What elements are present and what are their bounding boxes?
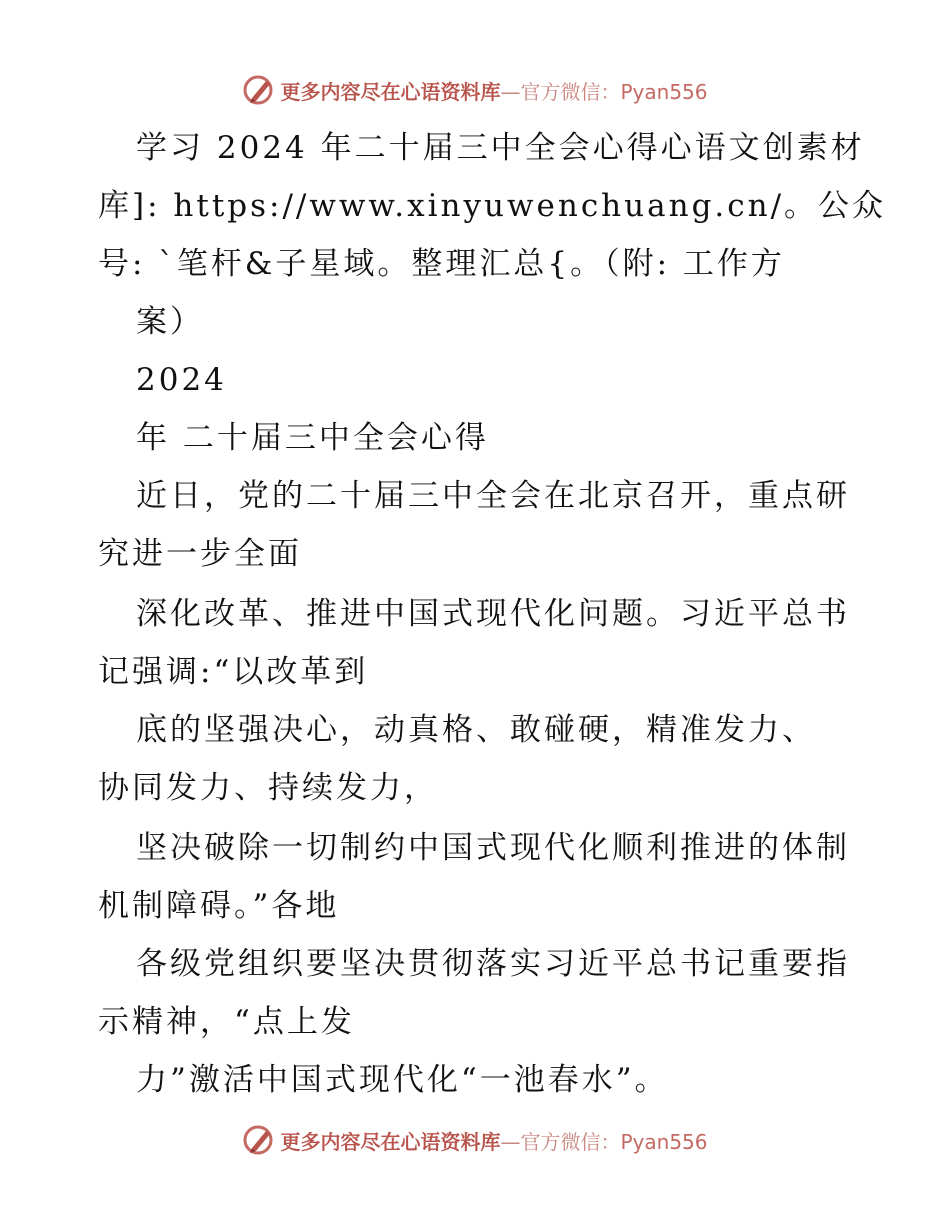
- pen-logo-icon: [242, 1123, 276, 1157]
- footer-banner-main: 更多内容尽在心语资料库: [280, 1129, 501, 1154]
- text-line: 2024: [136, 362, 227, 398]
- text-line: 力”激活中国式现代化“一池春水”。: [136, 1062, 669, 1098]
- text-line: 记强调:“以改革到: [98, 654, 369, 690]
- text-line: 近日，党的二十届三中全会在北京召开，重点研: [136, 478, 850, 514]
- text-line: 机制障碍。”各地: [98, 888, 340, 924]
- header-banner-main: 更多内容尽在心语资料库: [280, 79, 501, 104]
- header-banner-sep: —: [500, 79, 521, 104]
- text-line: 年 二十届三中全会心得: [136, 420, 489, 456]
- text-line: 学习 2024 年二十届三中全会心得心语文创素材: [136, 130, 865, 166]
- text-line: 示精神，“点上发: [98, 1004, 355, 1040]
- footer-banner: [0, 1120, 950, 1160]
- text-line: 深化改革、推进中国式现代化问题。习近平总书: [136, 596, 850, 632]
- text-line: 坚决破除一切制约中国式现代化顺利推进的体制: [136, 830, 850, 866]
- text-line: 库]: https://www.xinyuwenchuang.cn/。公众: [98, 188, 887, 224]
- text-line: 协同发力、持续发力，: [98, 770, 438, 806]
- text-line: 究进一步全面: [98, 536, 302, 572]
- text-line: 案）: [136, 304, 204, 340]
- footer-banner-id: Pyan556: [620, 1129, 708, 1154]
- footer-banner-sep: —: [500, 1129, 521, 1154]
- header-banner-wechat: 官方微信：: [520, 79, 621, 104]
- footer-banner-text: [280, 1126, 707, 1155]
- text-line: 底的坚强决心，动真格、敢碰硬，精准发力、: [136, 712, 816, 748]
- text-line: 号: `笔杆&子星域。整理汇总{。（附: 工作方: [98, 246, 785, 282]
- header-banner-id: Pyan556: [620, 79, 708, 104]
- text-line: 各级党组织要坚决贯彻落实习近平总书记重要指: [136, 946, 850, 982]
- footer-banner-wechat: 官方微信：: [520, 1129, 621, 1154]
